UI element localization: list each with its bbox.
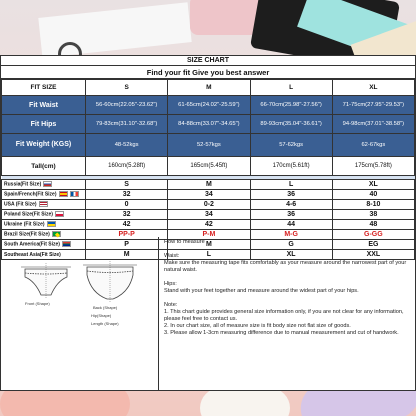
country-row-poland (2, 210, 415, 220)
hips-row (2, 115, 415, 134)
table-cell: G (250, 240, 332, 250)
front-panty-icon (21, 263, 71, 299)
table-cell: P (86, 240, 168, 250)
table-cell: 56-60cm(22.05"-23.62") (86, 96, 168, 115)
country-label (2, 190, 86, 200)
ukraine-flag-icon (47, 221, 56, 227)
table-cell: 48 (332, 220, 414, 230)
table-cell: 175cm(5.78ft) (332, 157, 414, 176)
measure-section (1, 237, 415, 390)
table-cell: EG (332, 240, 414, 250)
table-cell: S (86, 180, 168, 190)
table-cell: M (168, 180, 250, 190)
table-cell: PP-P (86, 230, 168, 240)
table-cell: M (168, 240, 250, 250)
size-header: XL (332, 80, 414, 96)
table-cell: 94-98cm(37.01"-38.58") (332, 115, 414, 134)
size-chart-sheet (0, 55, 416, 391)
size-header: M (168, 80, 250, 96)
table-cell: 8-10 (332, 200, 414, 210)
country-label (2, 220, 86, 230)
table-cell: 36 (250, 210, 332, 220)
table-cell: L (168, 250, 250, 260)
country-label (2, 180, 86, 190)
decor-cream-item (200, 388, 290, 416)
table-cell: 0-2 (168, 200, 250, 210)
country-label (2, 200, 86, 210)
table-cell: 48-52kgs (86, 134, 168, 157)
country-label-text: USA (Fit Size) (4, 201, 37, 208)
weight-row (2, 134, 415, 157)
waist-row (2, 96, 415, 115)
country-row-spain-french (2, 190, 415, 200)
table-cell: 79-83cm(31.10"-32.68") (86, 115, 168, 134)
country-label-text: Brazil Size(Fit Size) (4, 231, 50, 238)
panties-diagram (1, 237, 159, 390)
table-cell: 57-62kgs (250, 134, 332, 157)
table-cell: 170cm(5.61ft) (250, 157, 332, 176)
chart-title: SIZE CHART (1, 56, 415, 66)
table-cell: 42 (86, 220, 168, 230)
table-cell: 34 (168, 190, 250, 200)
measure-diagram (1, 237, 159, 390)
country-row-ukraine (2, 220, 415, 230)
table-cell: 71-75cm(27.95"-29.53") (332, 96, 414, 115)
table-cell: 34 (168, 210, 250, 220)
table-cell: 165cm(5.45ft) (168, 157, 250, 176)
france-flag-icon (70, 191, 79, 197)
spain-flag-icon (59, 191, 68, 197)
waist-text: Make sure the measuring tape fits comfortably as your measure around the narrowest part of your natural waist. (164, 260, 407, 273)
row-label: Fit Waist (2, 96, 86, 115)
notes-heading: How to measure (164, 239, 205, 245)
back-label: Back (Shape) (93, 305, 118, 310)
table-cell: 89-93cm(35.04"-36.61") (250, 115, 332, 134)
note-2: 2. In our chart size, all of measure size is fit body size not flat size of goods. (164, 323, 351, 329)
country-label-text: Ukraine (Fit Size) (4, 221, 45, 228)
table-cell: 0 (86, 200, 168, 210)
table-cell: 84-88cm(33.07"-34.65") (168, 115, 250, 134)
table-cell: 62-67kgs (332, 134, 414, 157)
note-title: Note: (164, 302, 178, 308)
table-cell: L (250, 180, 332, 190)
front-label: Front (Shape) (25, 301, 50, 306)
table-cell: M-G (250, 230, 332, 240)
usa-flag-icon (39, 201, 48, 207)
measure-notes (164, 239, 414, 389)
table-cell: XXL (332, 250, 414, 260)
table-cell: 66-70cm(25.98"-27.56") (250, 96, 332, 115)
table-cell: M (86, 250, 168, 260)
note-3: 3. Please allow 1-3cm measuring difference due to manual measurement and cut of handwork. (164, 330, 399, 336)
table-cell: 160cm(5.28ft) (86, 157, 168, 176)
row-label: Fit Weight (KGS) (2, 134, 86, 157)
table-cell: 42 (168, 220, 250, 230)
country-label-text: Russia(Fit Size) (4, 181, 42, 188)
size-header: L (250, 80, 332, 96)
hips-title: Hips: (164, 281, 177, 287)
table-cell: 44 (250, 220, 332, 230)
table-cell: P-M (168, 230, 250, 240)
size-table (1, 79, 415, 260)
russia-flag-icon (43, 181, 52, 187)
header-label: FIT SIZE (2, 80, 86, 96)
row-label: Tall(cm) (2, 157, 86, 176)
table-cell: 36 (250, 190, 332, 200)
back-panty-icon (83, 261, 137, 303)
country-label-text: Southeast Asia(Fit Size) (4, 251, 61, 258)
length-label: Length (Shape) (91, 321, 119, 326)
country-label (2, 210, 86, 220)
chart-subtitle: Find your fit Give you best answer (1, 66, 415, 79)
table-cell: 40 (332, 190, 414, 200)
table-cell: 38 (332, 210, 414, 220)
tall-row (2, 157, 415, 176)
table-cell: G-GG (332, 230, 414, 240)
note-1: 1. This chart guide provides general size information only, if you are not clear for any information, please feel free to contact us. (164, 309, 404, 322)
row-label: Fit Hips (2, 115, 86, 134)
poland-flag-icon (55, 211, 64, 217)
table-header-row (2, 80, 415, 96)
country-row-russia (2, 180, 415, 190)
country-label-text: Poland Size(Fit Size) (4, 211, 53, 218)
waist-title: Waist: (164, 253, 180, 259)
table-cell: 32 (86, 210, 168, 220)
table-cell: XL (332, 180, 414, 190)
table-cell: XL (250, 250, 332, 260)
table-cell: 61-65cm(24.02"-25.59") (168, 96, 250, 115)
background-top-decor (0, 0, 416, 60)
country-row-usa (2, 200, 415, 210)
table-cell: 52-57kgs (168, 134, 250, 157)
country-label-text: Spain/French(Fit Size) (4, 191, 57, 198)
size-header: S (86, 80, 168, 96)
hips-text: Stand with your feet together and measure around the widest part of your hips. (164, 288, 359, 294)
table-cell: 4-6 (250, 200, 332, 210)
country-label-text: South America(Fit Size) (4, 241, 60, 248)
table-cell: 32 (86, 190, 168, 200)
hip-label: Hip(Shape) (91, 313, 112, 318)
